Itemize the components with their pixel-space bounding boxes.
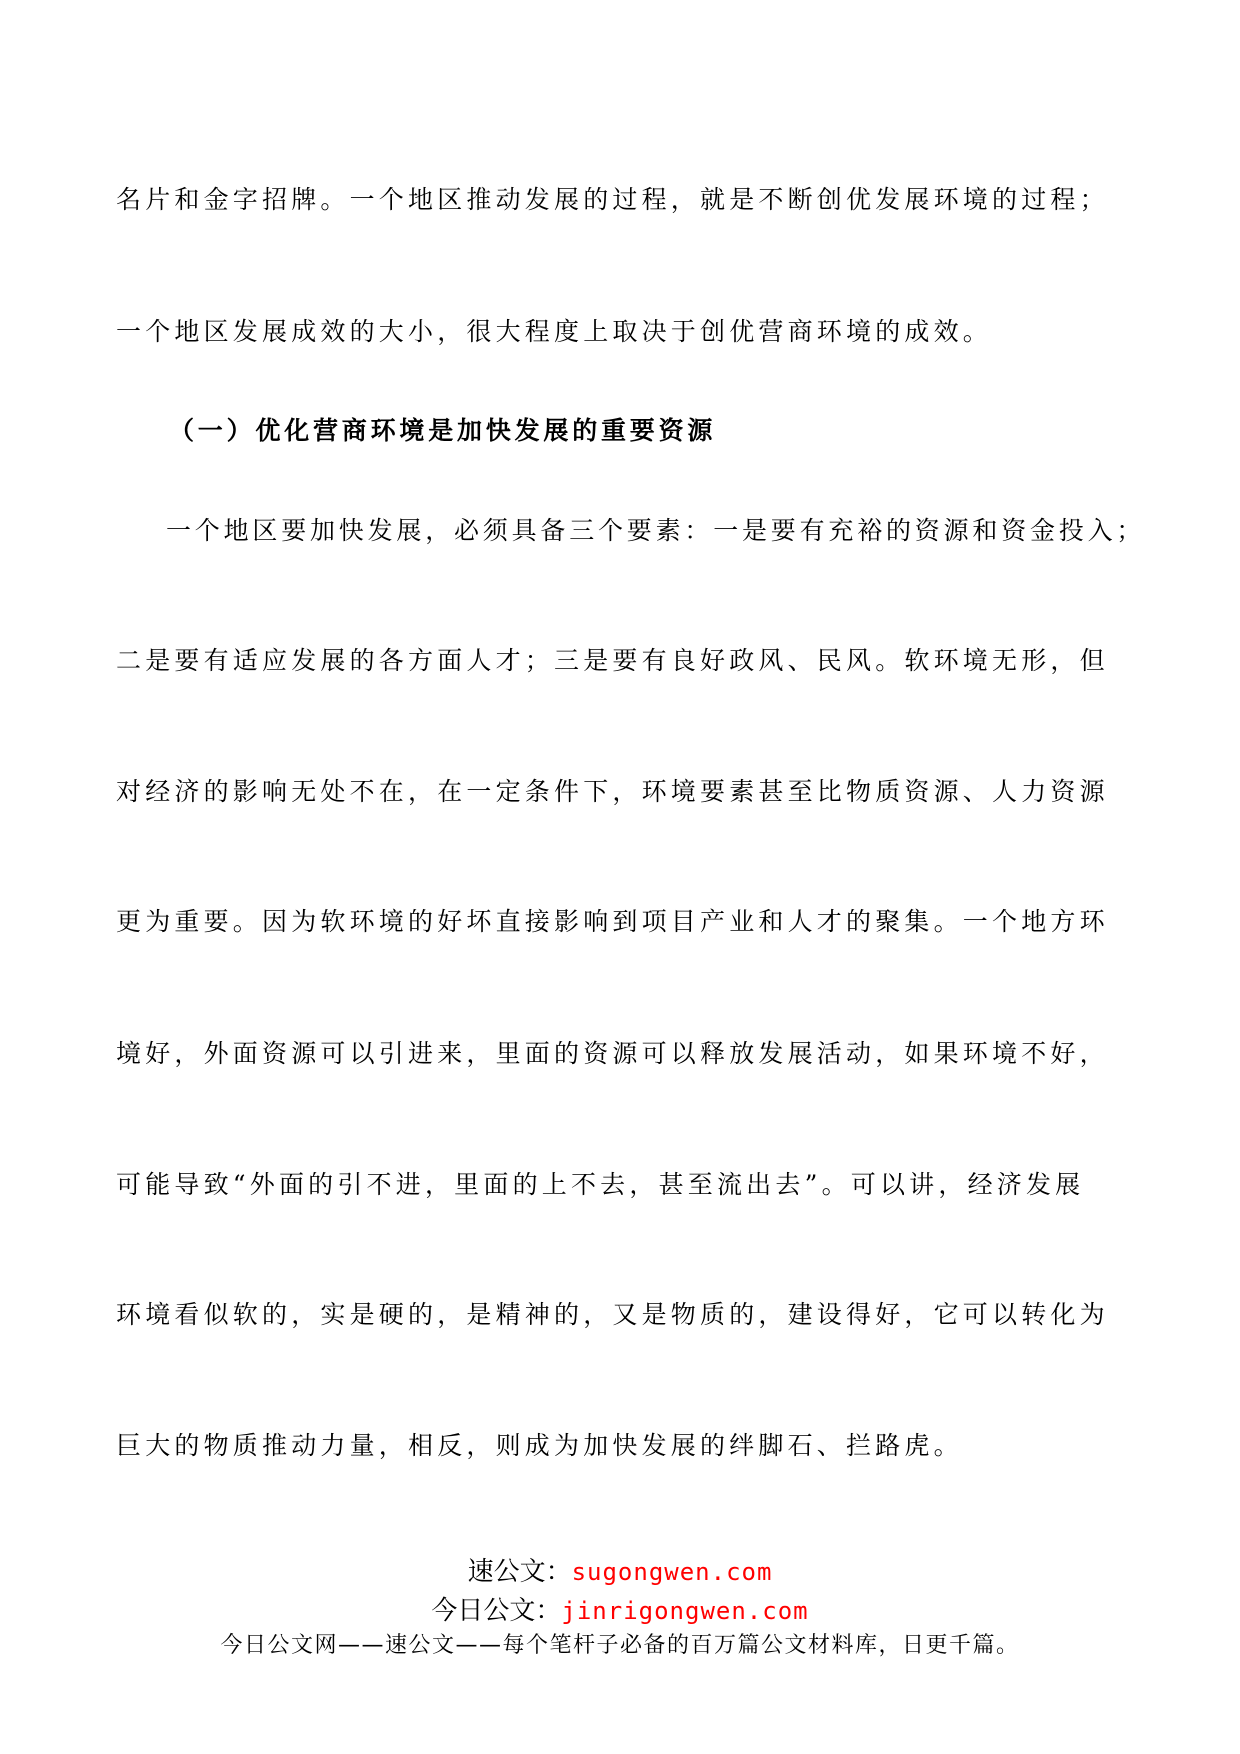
footer-jinrigongwen [0,1595,1240,1627]
footer-jinrigongwen-url: jinrigongwen.com [561,1597,809,1625]
paragraph-line: 可能导致“外面的引不进，里面的上不去，甚至流出去”。可以讲，经济发展 [116,1170,1085,1199]
body-line: 一个地区发展成效的大小，很大程度上取决于创优营商环境的成效。 [116,317,993,346]
paragraph-line: 境好，外面资源可以引进来，里面的资源可以释放发展活动，如果环境不好， [116,1039,1109,1068]
footer-tagline: 今日公文网——速公文——每个笔杆子必备的百万篇公文材料库，日更千篇。 [220,1633,1020,1658]
body-line: 名片和金字招牌。一个地区推动发展的过程，就是不断创优发展环境的过程； [116,185,1109,214]
section-heading: （一）优化营商环境是加快发展的重要资源 [169,416,717,445]
footer-sugongwen-label: 速公文： [467,1557,572,1587]
footer-sugongwen [0,1556,1240,1588]
paragraph-line: 二是要有适应发展的各方面人才；三是要有良好政风、民风。软环境无形，但 [116,646,1109,675]
paragraph-line: 对经济的影响无处不在，在一定条件下，环境要素甚至比物质资源、人力资源 [116,777,1109,806]
paragraph-line: 巨大的物质推动力量，相反，则成为加快发展的绊脚石、拦路虎。 [116,1431,963,1460]
footer-sugongwen-url: sugongwen.com [571,1558,773,1586]
paragraph-line: 更为重要。因为软环境的好坏直接影响到项目产业和人才的聚集。一个地方环 [116,907,1109,936]
paragraph-line: 一个地区要加快发展，必须具备三个要素：一是要有充裕的资源和资金投入； [166,516,1146,545]
footer-jinrigongwen-label: 今日公文： [431,1596,562,1626]
paragraph-line: 环境看似软的，实是硬的，是精神的，又是物质的，建设得好，它可以转化为 [116,1300,1109,1329]
